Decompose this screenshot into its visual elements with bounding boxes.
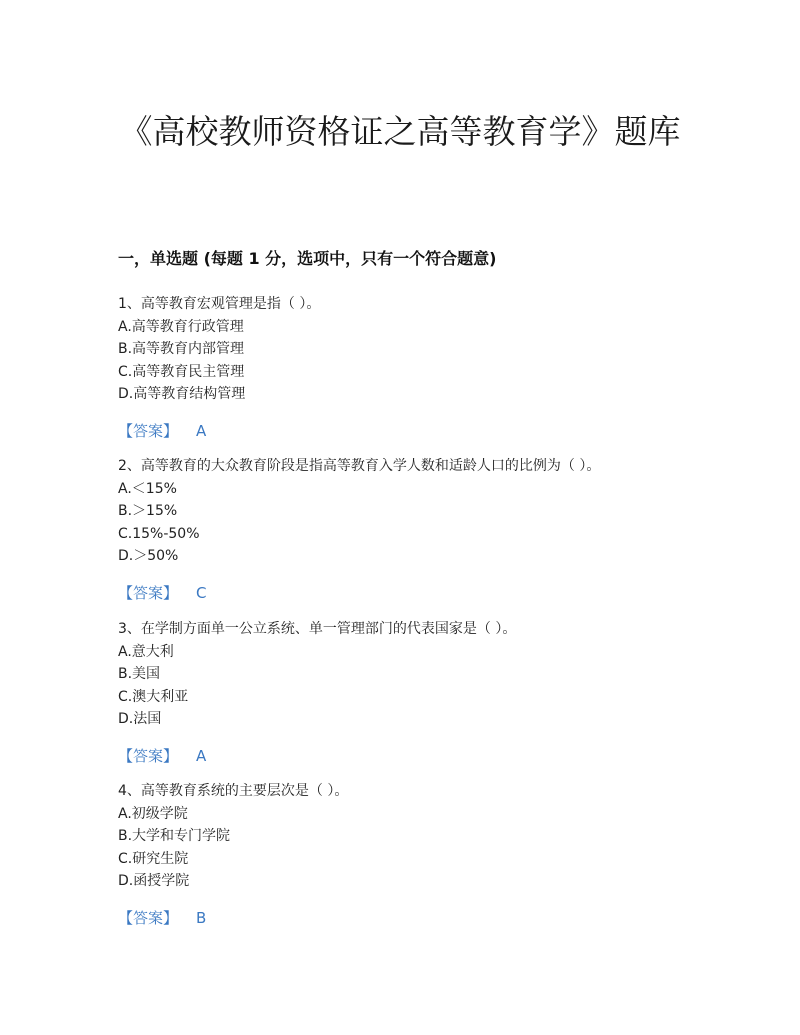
answer-label: 【答案】 <box>118 583 179 602</box>
option-d: D.法国 <box>118 711 162 728</box>
answer-value: B <box>196 908 207 927</box>
question-stem: 4、高等教育系统的主要层次是（ ）。 <box>118 783 349 799</box>
question-stem: 3、在学制方面单一公立系统、单一管理部门的代表国家是（ ）。 <box>118 621 517 637</box>
question-4 <box>118 780 718 929</box>
question-stem: 2、高等教育的大众教育阶段是指高等教育入学人数和适龄人口的比例为（ ）。 <box>118 458 601 474</box>
question-1 <box>118 293 718 442</box>
option-d: D.高等教育结构管理 <box>118 386 246 403</box>
answer-value: A <box>196 746 207 765</box>
option-c: C.15%-50% <box>118 525 200 542</box>
option-b: B.＞15% <box>118 503 178 520</box>
option-a: A.高等教育行政管理 <box>118 318 244 335</box>
option-a: A.＜15% <box>118 480 177 497</box>
document-title: 《高校教师资格证之高等教育学》题库 <box>119 112 681 151</box>
answer-row <box>118 582 718 604</box>
answer-row <box>118 420 718 442</box>
option-b: B.大学和专门学院 <box>118 828 231 845</box>
question-3 <box>118 618 718 767</box>
answer-value: C <box>196 583 207 602</box>
answer-label: 【答案】 <box>118 746 179 765</box>
option-b: B.美国 <box>118 666 161 683</box>
answer-row <box>118 907 718 929</box>
answer-value: A <box>196 421 207 440</box>
question-2 <box>118 455 718 604</box>
option-b: B.高等教育内部管理 <box>118 341 245 358</box>
question-stem: 1、高等教育宏观管理是指（ ）。 <box>118 296 321 312</box>
option-c: C.澳大利亚 <box>118 688 189 705</box>
option-d: D.函授学院 <box>118 873 190 890</box>
option-c: C.研究生院 <box>118 850 189 867</box>
section-heading: 一，单选题 (每题 1 分，选项中，只有一个符合题意) <box>118 249 497 268</box>
answer-label: 【答案】 <box>118 908 179 927</box>
answer-row <box>118 745 718 767</box>
option-c: C.高等教育民主管理 <box>118 363 245 380</box>
option-d: D.＞50% <box>118 548 179 565</box>
option-a: A.初级学院 <box>118 805 188 822</box>
answer-label: 【答案】 <box>118 421 179 440</box>
option-a: A.意大利 <box>118 643 174 660</box>
